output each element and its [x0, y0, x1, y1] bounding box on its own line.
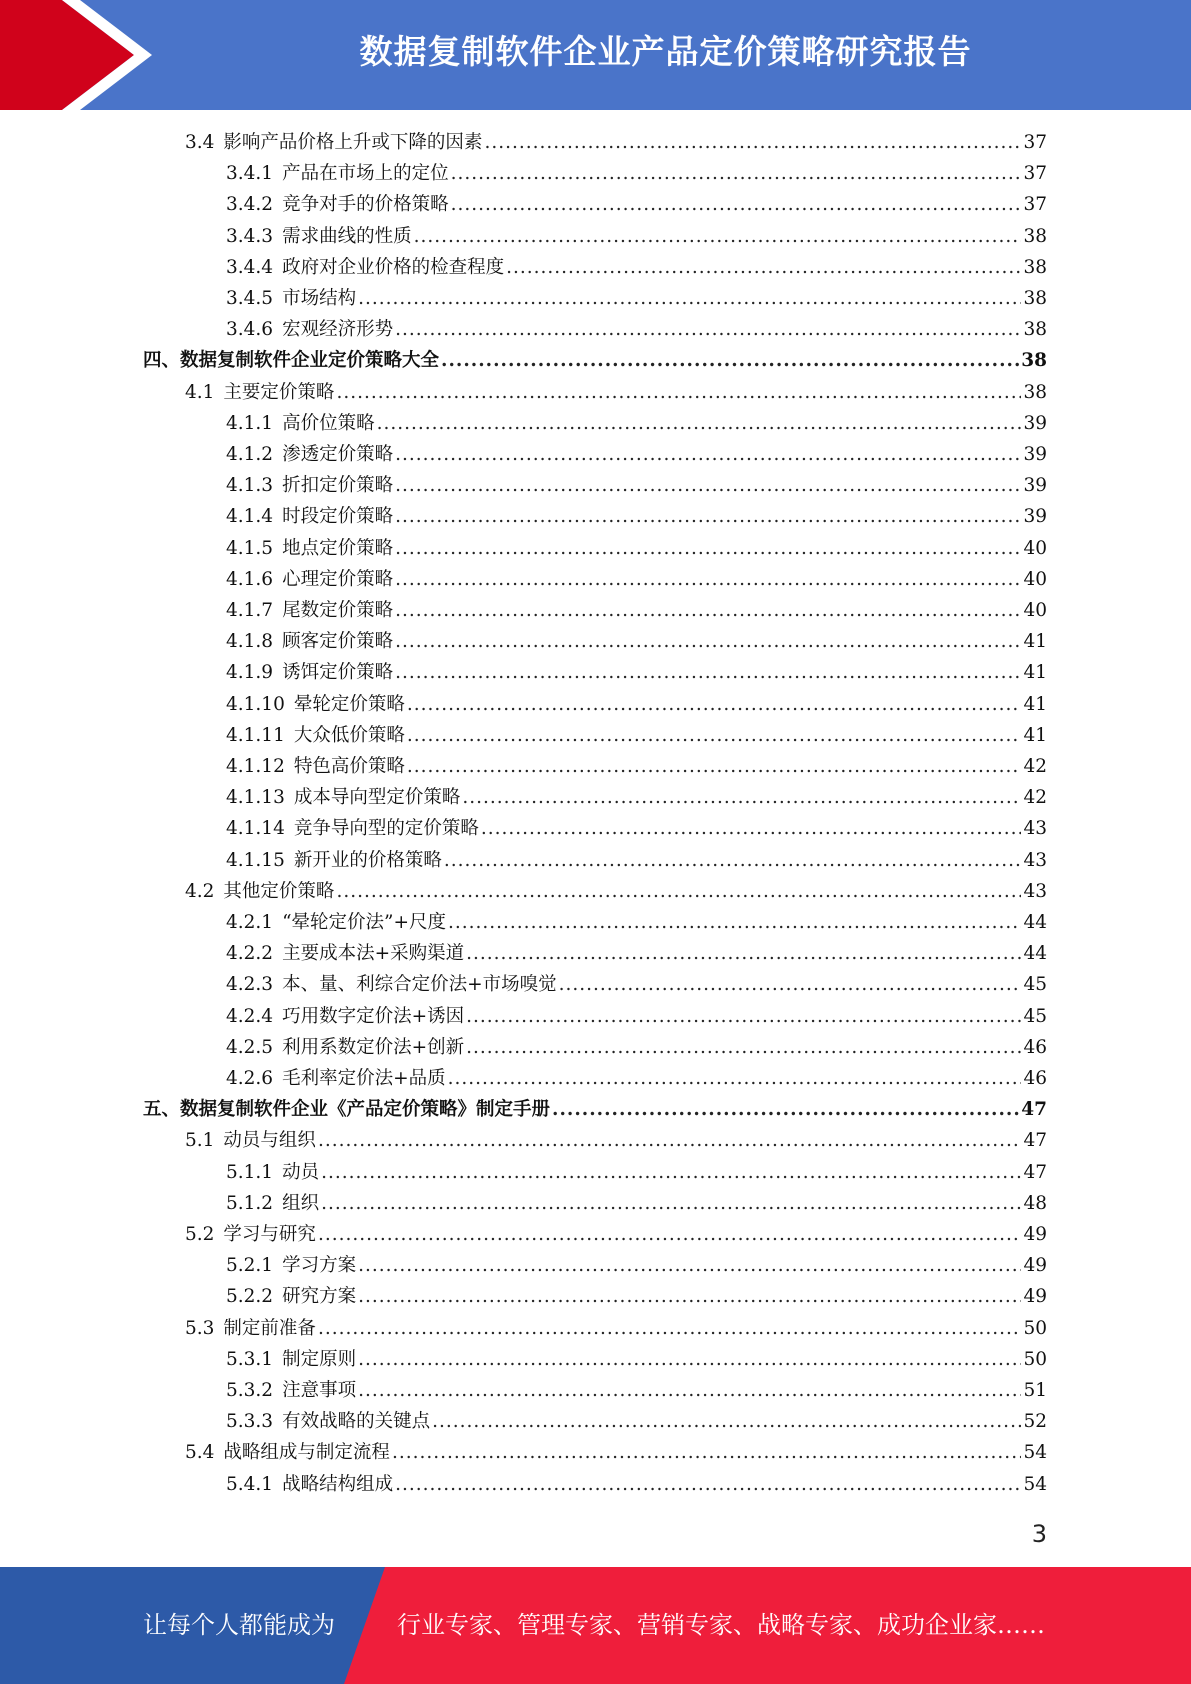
- toc-entry-number: 4.1.4: [226, 506, 274, 528]
- toc-entry[interactable]: [226, 253, 1047, 284]
- toc-entry-page: 37: [1023, 194, 1047, 216]
- toc-entry-page: 47: [1021, 1099, 1047, 1121]
- toc-entry-title: 新开业的价格策略: [293, 849, 442, 871]
- toc-entry-title: 大众低价策略: [293, 724, 405, 746]
- toc-entry-title: 利用系数定价法+创新: [282, 1036, 465, 1058]
- toc-entry-number: 5.3.2: [226, 1380, 274, 1401]
- toc-entry[interactable]: [226, 814, 1047, 845]
- toc-entry-title: 渗透定价策略: [282, 444, 394, 465]
- toc-entry-page: 47: [1023, 1130, 1047, 1152]
- toc-entry[interactable]: [226, 1282, 1047, 1313]
- toc-entry-page: 38: [1023, 256, 1047, 278]
- toc-entry-number: 4.2.2: [226, 943, 274, 965]
- toc-entry-number: 5.1.1: [226, 1161, 274, 1183]
- toc-entry-page: 49: [1023, 1255, 1047, 1277]
- toc-dot-leader: [395, 662, 1021, 683]
- toc-entry-number: 4.1.2: [226, 444, 274, 465]
- toc-entry-page: 41: [1023, 724, 1047, 746]
- page-header: [0, 0, 1191, 110]
- toc-entry-page: 46: [1023, 1036, 1047, 1058]
- toc-entry[interactable]: [226, 1376, 1047, 1407]
- toc-entry[interactable]: [185, 1438, 1047, 1469]
- report-title: 数据复制软件企业产品定价策略研究报告: [359, 32, 972, 71]
- toc-entry-number: 4.2.5: [226, 1036, 274, 1058]
- toc-entry[interactable]: [226, 409, 1047, 440]
- toc-dot-leader: [559, 974, 1022, 995]
- toc-dot-leader: [481, 818, 1022, 839]
- toc-entry-title: 学习方案: [282, 1255, 357, 1277]
- toc-entry[interactable]: [226, 627, 1047, 658]
- toc-dot-leader: [484, 132, 1021, 153]
- toc-entry-title: 学习与研究: [223, 1224, 316, 1245]
- toc-entry[interactable]: [226, 783, 1047, 814]
- toc-dot-leader: [318, 1224, 1022, 1245]
- toc-entry-number: 5.1.2: [226, 1192, 274, 1214]
- toc-dot-leader: [395, 444, 1021, 465]
- footer-slogan-right: 行业专家、管理专家、营销专家、战略专家、成功企业家……: [397, 1611, 1045, 1639]
- toc-entry[interactable]: [226, 1189, 1047, 1220]
- toc-entry-page: 38: [1023, 225, 1047, 247]
- toc-entry-number: 4.2.4: [226, 1005, 274, 1027]
- toc-entry-title: 顾客定价策略: [282, 631, 394, 653]
- toc-entry-title: 需求曲线的性质: [282, 225, 412, 247]
- toc-entry-number: 4.1.15: [226, 849, 285, 871]
- toc-entry-title: 毛利率定价法+品质: [282, 1068, 446, 1089]
- toc-entry[interactable]: [226, 846, 1047, 877]
- toc-entry-title: 尾数定价策略: [282, 600, 394, 621]
- toc-entry-page: 41: [1023, 693, 1047, 715]
- toc-entry-title: 战略组成与制定流程: [223, 1442, 390, 1464]
- toc-entry[interactable]: [226, 721, 1047, 752]
- toc-entry-page: 52: [1023, 1411, 1047, 1433]
- toc-entry-number: 5.3.3: [226, 1411, 274, 1433]
- toc-dot-leader: [358, 288, 1021, 309]
- toc-entry-title: 战略结构组成: [282, 1473, 394, 1495]
- toc-entry-title: 组织: [282, 1192, 320, 1214]
- toc-entry-number: 4.1.7: [226, 600, 274, 621]
- toc-dot-leader: [321, 1193, 1021, 1214]
- toc-entry[interactable]: [226, 1158, 1047, 1189]
- toc-dot-leader: [432, 1411, 1021, 1432]
- toc-dot-leader: [392, 1442, 1022, 1463]
- toc-dot-leader: [395, 631, 1021, 652]
- toc-entry-number: 5.3.1: [226, 1348, 274, 1370]
- toc-dot-leader: [358, 1255, 1021, 1276]
- toc-entry-number: 4.1.14: [226, 818, 285, 840]
- toc-dot-leader: [395, 600, 1021, 621]
- toc-entry-page: 42: [1023, 756, 1047, 777]
- toc-entry-title: 宏观经济形势: [282, 319, 394, 341]
- toc-entry-title: 主要成本法+采购渠道: [282, 943, 465, 965]
- toc-dot-leader: [414, 226, 1022, 247]
- toc-entry[interactable]: [143, 1095, 1047, 1126]
- toc-entry-page: 42: [1023, 787, 1047, 809]
- toc-entry-title: 成本导向型定价策略: [293, 787, 461, 809]
- toc-entry-page: 47: [1023, 1161, 1047, 1183]
- toc-entry-title: 地点定价策略: [282, 537, 394, 559]
- toc-entry-page: 40: [1023, 568, 1047, 590]
- toc-entry[interactable]: [226, 1251, 1047, 1282]
- toc-entry-page: 37: [1023, 132, 1047, 153]
- toc-dot-leader: [552, 1099, 1019, 1120]
- toc-entry-number: 3.4.6: [226, 319, 274, 341]
- toc-entry[interactable]: [226, 565, 1047, 596]
- toc-dot-leader: [451, 163, 1022, 184]
- toc-entry-number: 3.4.4: [226, 256, 274, 278]
- toc-entry-number: 5.2: [185, 1224, 215, 1245]
- toc-entry-page: 50: [1023, 1317, 1047, 1339]
- toc-entry-page: 49: [1023, 1224, 1047, 1245]
- toc-entry[interactable]: [226, 752, 1047, 783]
- toc-entry-title: 研究方案: [282, 1286, 357, 1308]
- toc-dot-leader: [336, 382, 1021, 403]
- toc-entry[interactable]: [226, 690, 1047, 721]
- toc-dot-leader: [395, 506, 1021, 527]
- toc-entry-number: 4.1.1: [226, 412, 274, 434]
- toc-entry-page: 37: [1023, 163, 1047, 185]
- toc-entry[interactable]: [185, 1314, 1047, 1345]
- toc-entry-number: 5.2.1: [226, 1255, 274, 1277]
- toc-dot-leader: [358, 1349, 1021, 1370]
- footer-slogan-left: 让每个人都能成为: [143, 1611, 335, 1639]
- toc-entry[interactable]: [226, 159, 1047, 190]
- toc-entry-page: 54: [1023, 1473, 1047, 1495]
- toc-entry-page: 51: [1023, 1380, 1047, 1401]
- toc-entry-title: 竞争导向型的定价策略: [293, 818, 479, 840]
- toc-entry-title: 有效战略的关键点: [282, 1411, 431, 1433]
- toc-entry[interactable]: [226, 658, 1047, 689]
- toc-entry-title: 政府对企业价格的检查程度: [282, 256, 505, 278]
- toc-entry-title: 心理定价策略: [282, 568, 394, 590]
- toc-entry-number: 4.1.5: [226, 537, 274, 559]
- toc-dot-leader: [466, 943, 1021, 964]
- toc-entry[interactable]: [226, 471, 1047, 502]
- toc-dot-leader: [506, 257, 1021, 278]
- toc-entry-title: “晕轮定价法”+尺度: [282, 912, 446, 933]
- toc-entry[interactable]: [185, 877, 1047, 908]
- toc-entry-title: 晕轮定价策略: [293, 693, 405, 715]
- toc-entry-title: 动员: [282, 1161, 320, 1183]
- toc-entry-number: 4.2: [185, 880, 215, 902]
- toc-entry-number: 4.1.11: [226, 724, 285, 746]
- toc-entry-number: 3.4.1: [226, 163, 274, 185]
- toc-entry-page: 39: [1023, 444, 1047, 465]
- toc-dot-leader: [451, 194, 1022, 215]
- toc-entry[interactable]: [226, 908, 1047, 939]
- toc-dot-leader: [318, 1318, 1022, 1339]
- toc-entry-page: 41: [1023, 631, 1047, 653]
- toc-dot-leader: [444, 850, 1022, 871]
- toc-entry[interactable]: [226, 1345, 1047, 1376]
- toc-entry-page: 45: [1023, 1005, 1047, 1027]
- toc-entry-page: 43: [1023, 849, 1047, 871]
- toc-entry-number: 4.1.6: [226, 568, 274, 590]
- toc-entry-title: 竞争对手的价格策略: [282, 194, 449, 216]
- toc-dot-leader: [395, 319, 1021, 340]
- toc-dot-leader: [395, 475, 1021, 496]
- toc-dot-leader: [448, 912, 1021, 933]
- toc-entry[interactable]: [226, 1002, 1047, 1033]
- toc-dot-leader: [448, 1068, 1022, 1089]
- toc-entry-title: 产品在市场上的定位: [282, 163, 449, 185]
- toc-entry-number: 4.1.12: [226, 756, 285, 777]
- toc-entry[interactable]: [185, 128, 1047, 159]
- toc-entry-number: 4.2.3: [226, 974, 274, 996]
- toc-entry-number: 4.1: [185, 381, 215, 403]
- toc-entry[interactable]: [226, 315, 1047, 346]
- page-number: 3: [1031, 1520, 1047, 1548]
- toc-entry-page: 48: [1023, 1192, 1047, 1214]
- toc-entry-page: 40: [1023, 600, 1047, 621]
- toc-entry-number: 4.2.1: [226, 912, 274, 933]
- toc-entry-title: 五、数据复制软件企业《产品定价策略》制定手册: [143, 1099, 551, 1121]
- toc-entry-title: 巧用数字定价法+诱因: [282, 1005, 465, 1027]
- toc-entry[interactable]: [226, 534, 1047, 565]
- toc-entry-page: 43: [1023, 818, 1047, 840]
- toc-entry[interactable]: [226, 1033, 1047, 1064]
- toc-entry-number: 5.3: [185, 1317, 215, 1339]
- toc-entry-number: 5.4: [185, 1442, 215, 1464]
- toc-dot-leader: [358, 1286, 1021, 1307]
- toc-dot-leader: [466, 1037, 1021, 1058]
- toc-entry-page: 40: [1023, 537, 1047, 559]
- toc-entry-number: 4.1.8: [226, 631, 274, 653]
- toc-entry-page: 41: [1023, 662, 1047, 684]
- toc-dot-leader: [462, 787, 1021, 808]
- toc-entry-page: 39: [1023, 506, 1047, 528]
- toc-entry-page: 44: [1023, 943, 1047, 965]
- toc-entry-title: 注意事项: [282, 1380, 357, 1401]
- toc-entry[interactable]: [226, 1470, 1047, 1501]
- toc-entry-title: 诱饵定价策略: [282, 662, 394, 684]
- toc-entry-title: 市场结构: [282, 288, 357, 309]
- toc-dot-leader: [407, 756, 1022, 777]
- toc-entry[interactable]: [143, 346, 1047, 377]
- toc-entry-page: 50: [1023, 1348, 1047, 1370]
- toc-dot-leader: [377, 413, 1022, 434]
- toc-entry-page: 39: [1023, 475, 1047, 497]
- toc-dot-leader: [318, 1130, 1022, 1151]
- toc-entry[interactable]: [226, 502, 1047, 533]
- toc-entry-title: 动员与组织: [223, 1130, 316, 1152]
- toc-entry-title: 制定前准备: [223, 1317, 316, 1339]
- toc-entry-page: 44: [1023, 912, 1047, 933]
- toc-entry[interactable]: [226, 1064, 1047, 1095]
- toc-entry-number: 3.4.5: [226, 288, 274, 309]
- toc-entry-number: 4.1.13: [226, 787, 285, 809]
- page-footer: [0, 1567, 1191, 1684]
- toc-entry[interactable]: [226, 190, 1047, 221]
- toc-entry-page: 43: [1023, 880, 1047, 902]
- toc-entry-title: 四、数据复制软件企业定价策略大全: [143, 350, 440, 372]
- toc-entry-page: 38: [1023, 319, 1047, 341]
- toc-entry-page: 38: [1023, 288, 1047, 309]
- toc-entry-title: 时段定价策略: [282, 506, 394, 528]
- toc-entry[interactable]: [185, 378, 1047, 409]
- toc-entry[interactable]: [226, 939, 1047, 970]
- toc-dot-leader: [395, 569, 1021, 590]
- toc-entry-page: 54: [1023, 1442, 1047, 1464]
- toc-entry-page: 38: [1021, 350, 1047, 372]
- toc-entry-number: 4.2.6: [226, 1068, 274, 1089]
- toc-entry[interactable]: [226, 440, 1047, 471]
- toc-entry[interactable]: [226, 284, 1047, 315]
- toc-entry[interactable]: [226, 1407, 1047, 1438]
- toc-entry[interactable]: [226, 970, 1047, 1001]
- toc-entry-number: 5.2.2: [226, 1286, 274, 1308]
- toc-entry-page: 39: [1023, 412, 1047, 434]
- toc-entry[interactable]: [185, 1126, 1047, 1157]
- toc-entry-number: 3.4: [185, 132, 215, 153]
- toc-dot-leader: [395, 1474, 1021, 1495]
- toc-entry-page: 46: [1023, 1068, 1047, 1089]
- toc-entry-title: 制定原则: [282, 1348, 357, 1370]
- toc-entry-number: 4.1.10: [226, 693, 285, 715]
- toc-dot-leader: [358, 1380, 1021, 1401]
- toc-entry-number: 3.4.3: [226, 225, 274, 247]
- toc-entry-page: 38: [1023, 381, 1047, 403]
- toc-dot-leader: [336, 881, 1021, 902]
- toc-entry-title: 特色高价策略: [293, 756, 405, 777]
- toc-entry-number: 4.1.9: [226, 662, 274, 684]
- toc-entry-title: 影响产品价格上升或下降的因素: [223, 132, 483, 153]
- toc-entry-number: 5.1: [185, 1130, 215, 1152]
- toc-dot-leader: [466, 1006, 1021, 1027]
- toc-dot-leader: [395, 538, 1021, 559]
- toc-entry-title: 其他定价策略: [223, 880, 335, 902]
- toc-entry-number: 3.4.2: [226, 194, 274, 216]
- toc-entry[interactable]: [226, 222, 1047, 253]
- toc-entry-title: 主要定价策略: [223, 381, 335, 403]
- toc-entry-title: 本、量、利综合定价法+市场嗅觉: [282, 974, 557, 996]
- toc-entry-page: 45: [1023, 974, 1047, 996]
- toc-dot-leader: [407, 725, 1022, 746]
- toc-entry-title: 高价位策略: [282, 412, 375, 434]
- toc-dot-leader: [321, 1162, 1021, 1183]
- toc-entry-page: 49: [1023, 1286, 1047, 1308]
- toc-entry-number: 5.4.1: [226, 1473, 274, 1495]
- toc-entry[interactable]: [185, 1220, 1047, 1251]
- toc-entry[interactable]: [226, 596, 1047, 627]
- toc-entry-number: 4.1.3: [226, 475, 274, 497]
- toc-dot-leader: [441, 350, 1019, 371]
- toc-dot-leader: [407, 694, 1022, 715]
- toc-entry-title: 折扣定价策略: [282, 475, 394, 497]
